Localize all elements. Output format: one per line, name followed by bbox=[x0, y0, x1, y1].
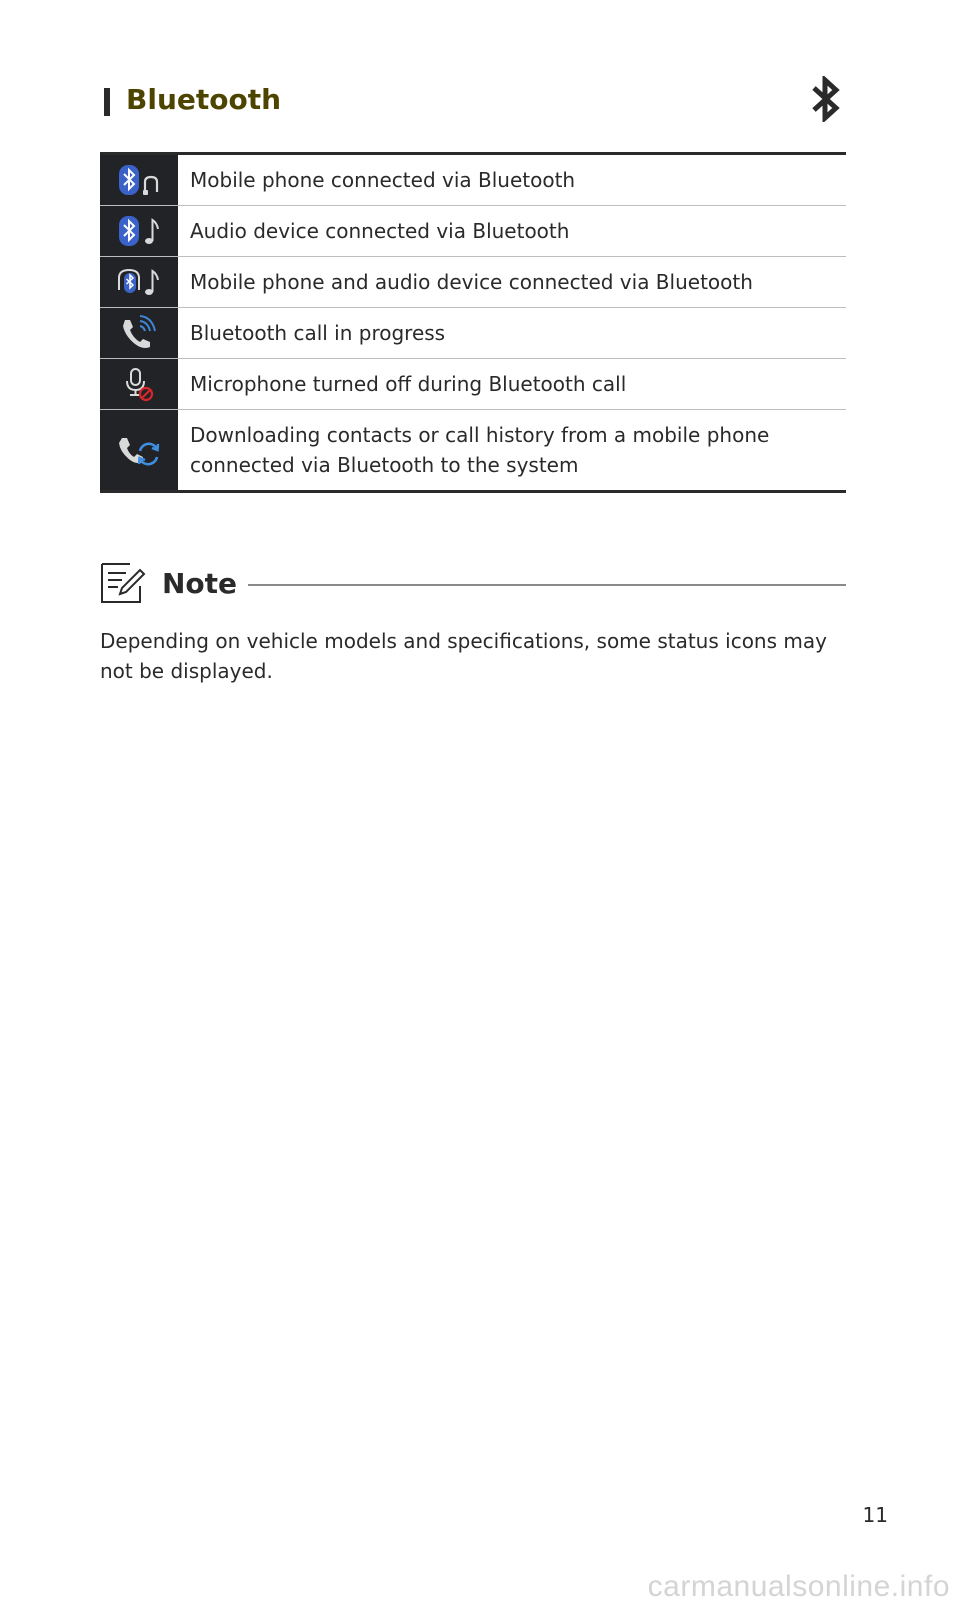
row-description: Mobile phone connected via Bluetooth bbox=[190, 168, 576, 192]
table-row bbox=[100, 308, 846, 359]
icon-cell bbox=[100, 308, 178, 358]
row-description: Microphone turned off during Bluetooth call bbox=[190, 372, 627, 396]
icon-cell bbox=[100, 206, 178, 256]
bluetooth-audio-icon bbox=[113, 211, 165, 251]
icon-cell bbox=[100, 257, 178, 307]
table-row bbox=[100, 359, 846, 410]
section-marker-bar bbox=[104, 88, 110, 116]
section-header bbox=[100, 74, 846, 124]
bluetooth-phone-icon bbox=[113, 160, 165, 200]
note-text: Depending on vehicle models and specifications, some status icons may not be displayed. bbox=[100, 629, 827, 683]
table-row bbox=[100, 410, 846, 490]
note-header bbox=[100, 560, 846, 610]
row-description: Downloading contacts or call history from a mobile phone connected via Bluetooth to the system bbox=[190, 423, 770, 477]
bluetooth-icon bbox=[806, 76, 846, 122]
microphone-off-icon bbox=[113, 364, 165, 404]
row-description: Mobile phone and audio device connected via Bluetooth bbox=[190, 270, 753, 294]
section-title: Bluetooth bbox=[126, 83, 282, 116]
bluetooth-call-icon bbox=[113, 313, 165, 353]
status-icon-table bbox=[100, 152, 846, 493]
row-description: Audio device connected via Bluetooth bbox=[190, 219, 570, 243]
icon-cell bbox=[100, 155, 178, 205]
page-number: 11 bbox=[862, 1503, 888, 1527]
table-row bbox=[100, 257, 846, 308]
note-title: Note bbox=[162, 567, 238, 600]
note-icon bbox=[100, 562, 146, 604]
icon-cell bbox=[100, 359, 178, 409]
note-block bbox=[100, 560, 846, 686]
table-row bbox=[100, 206, 846, 257]
icon-cell bbox=[100, 410, 178, 490]
bluetooth-phone-audio-icon bbox=[113, 262, 165, 302]
row-description: Bluetooth call in progress bbox=[190, 321, 446, 345]
watermark-text: carmanualsonline.info bbox=[647, 1570, 950, 1603]
table-row bbox=[100, 155, 846, 206]
note-divider bbox=[248, 584, 846, 586]
contacts-download-icon bbox=[113, 430, 165, 470]
